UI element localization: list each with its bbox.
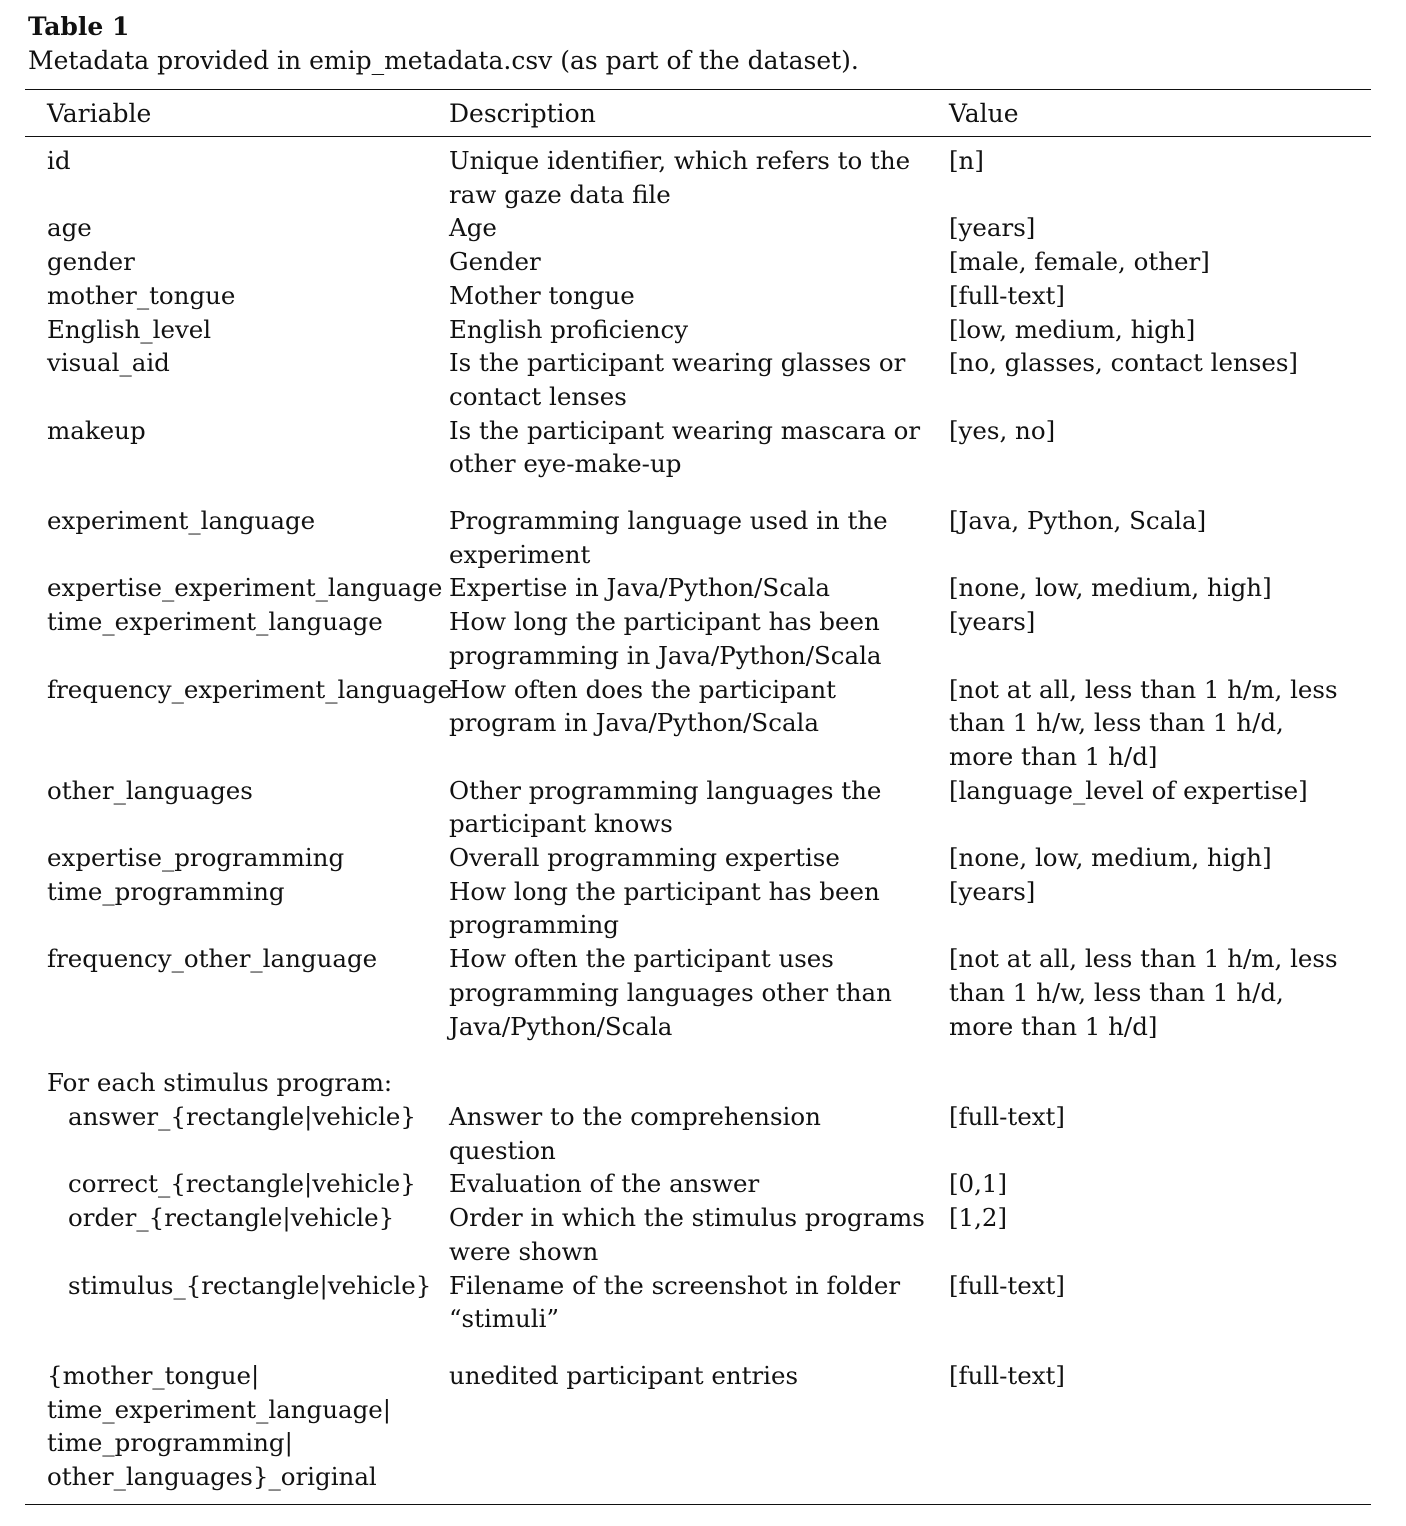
table-caption-block bbox=[28, 12, 1372, 78]
cell-value: [full-text] bbox=[949, 1360, 1065, 1390]
cell-variable: id bbox=[47, 146, 71, 175]
cell-description: How often the participant uses programming languages other than Java/Python/Scala bbox=[449, 944, 892, 1041]
table-header bbox=[25, 90, 1371, 136]
cell-value: [yes, no] bbox=[949, 415, 1056, 445]
table-row bbox=[25, 313, 1371, 347]
table-caption: Metadata provided in emip_metadata.csv (as part of the dataset). bbox=[28, 46, 859, 75]
cell-value: [none, low, medium, high] bbox=[949, 843, 1272, 873]
table-row bbox=[25, 144, 1371, 211]
cell-variable: expertise_programming bbox=[47, 843, 345, 873]
table-row bbox=[25, 1167, 1371, 1201]
stimulus-section-title: For each stimulus program: bbox=[47, 1068, 393, 1098]
cell-variable: age bbox=[47, 213, 92, 243]
header-value: Value bbox=[949, 98, 1019, 128]
cell-value: [male, female, other] bbox=[949, 247, 1210, 277]
cell-value: [years] bbox=[949, 607, 1036, 637]
cell-description: Answer to the comprehension question bbox=[449, 1101, 821, 1165]
cell-variable: other_languages bbox=[47, 775, 253, 805]
cell-description: Order in which the stimulus programs were shown bbox=[449, 1203, 925, 1266]
table-row bbox=[25, 414, 1371, 481]
cell-variable: mother_tongue bbox=[47, 280, 236, 310]
cell-value: [Java, Python, Scala] bbox=[949, 506, 1207, 536]
cell-description: unedited participant entries bbox=[449, 1360, 799, 1390]
cell-value: [full-text] bbox=[949, 1270, 1065, 1300]
table-row bbox=[25, 504, 1371, 571]
cell-value: [years] bbox=[949, 876, 1036, 906]
table-row bbox=[25, 605, 1371, 672]
cell-value: [full-text] bbox=[949, 280, 1065, 310]
cell-variable: {mother_tongue| time_experiment_language| time_programming| other_languages}_original bbox=[47, 1360, 392, 1492]
cell-variable: correct_{rectangle|vehicle} bbox=[68, 1169, 416, 1199]
table-row bbox=[25, 841, 1371, 875]
cell-variable: stimulus_{rectangle|vehicle} bbox=[68, 1270, 432, 1300]
table-row bbox=[25, 346, 1371, 413]
table-row bbox=[25, 673, 1371, 774]
cell-description: Filename of the screenshot in folder “stimuli” bbox=[449, 1270, 901, 1334]
cell-variable: gender bbox=[47, 247, 135, 277]
table-row bbox=[25, 1269, 1371, 1336]
cell-description: Other programming languages the participant knows bbox=[449, 775, 882, 839]
cell-value: [full-text] bbox=[949, 1101, 1065, 1131]
cell-description: Programming language used in the experiment bbox=[449, 506, 888, 569]
table-row bbox=[25, 571, 1371, 605]
table-row bbox=[25, 875, 1371, 942]
cell-description: Is the participant wearing glasses or contact lenses bbox=[449, 348, 906, 411]
table-body bbox=[25, 137, 1371, 1504]
group-stimulus bbox=[25, 1100, 1371, 1336]
cell-value: [0,1] bbox=[949, 1169, 1008, 1199]
header-variable: Variable bbox=[47, 98, 152, 128]
table-row bbox=[25, 211, 1371, 245]
table-row bbox=[25, 1100, 1371, 1167]
metadata-table bbox=[25, 89, 1371, 1505]
cell-variable: experiment_language bbox=[47, 506, 316, 536]
cell-description: Unique identifier, which refers to the raw gaze data file bbox=[449, 146, 911, 209]
cell-value: [not at all, less than 1 h/m, less than 1 h/w, less than 1 h/d, more than 1 h/d] bbox=[949, 674, 1338, 771]
cell-description: Gender bbox=[449, 247, 541, 277]
group-programming bbox=[25, 504, 1371, 1043]
cell-variable: makeup bbox=[47, 415, 146, 445]
cell-variable: English_level bbox=[47, 314, 212, 344]
header-description: Description bbox=[449, 98, 596, 128]
table-row bbox=[25, 1359, 1371, 1494]
cell-variable: visual_aid bbox=[47, 348, 170, 378]
cell-description: Mother tongue bbox=[449, 280, 635, 310]
cell-value: [no, glasses, contact lenses] bbox=[949, 348, 1298, 378]
cell-variable: order_{rectangle|vehicle} bbox=[68, 1203, 395, 1233]
table-row bbox=[25, 245, 1371, 279]
cell-value: [language_level of expertise] bbox=[949, 775, 1308, 805]
cell-value: [none, low, medium, high] bbox=[949, 573, 1272, 603]
bottom-rule bbox=[25, 1504, 1371, 1505]
cell-value: [1,2] bbox=[949, 1203, 1008, 1233]
cell-variable: frequency_other_language bbox=[47, 944, 378, 974]
cell-variable: time_programming bbox=[47, 876, 285, 906]
group-original bbox=[25, 1359, 1371, 1494]
cell-description: How long the participant has been programming bbox=[449, 876, 880, 940]
table-row bbox=[25, 774, 1371, 841]
group-participant bbox=[25, 144, 1371, 481]
table-row bbox=[25, 1201, 1371, 1268]
cell-variable: expertise_experiment_language bbox=[47, 573, 443, 603]
cell-variable: answer_{rectangle|vehicle} bbox=[68, 1101, 417, 1131]
cell-description: Expertise in Java/Python/Scala bbox=[449, 573, 830, 603]
table-row bbox=[25, 942, 1371, 1043]
cell-description: Age bbox=[449, 213, 497, 243]
cell-value: [n] bbox=[949, 146, 984, 175]
cell-variable: time_experiment_language bbox=[47, 607, 383, 637]
table-row bbox=[25, 279, 1371, 313]
cell-value: [not at all, less than 1 h/m, less than 1 h/w, less than 1 h/d, more than 1 h/d] bbox=[949, 944, 1338, 1041]
table-label: Table 1 bbox=[28, 12, 130, 41]
cell-description: How long the participant has been programming in Java/Python/Scala bbox=[449, 607, 882, 670]
cell-description: How often does the participant program in Java/Python/Scala bbox=[449, 674, 836, 738]
cell-variable: frequency_experiment_language bbox=[47, 674, 452, 704]
cell-description: English proficiency bbox=[449, 314, 689, 344]
cell-description: Overall programming expertise bbox=[449, 843, 840, 873]
cell-description: Evaluation of the answer bbox=[449, 1169, 760, 1199]
cell-value: [years] bbox=[949, 213, 1036, 243]
cell-value: [low, medium, high] bbox=[949, 314, 1196, 344]
cell-description: Is the participant wearing mascara or other eye-make-up bbox=[449, 415, 921, 479]
